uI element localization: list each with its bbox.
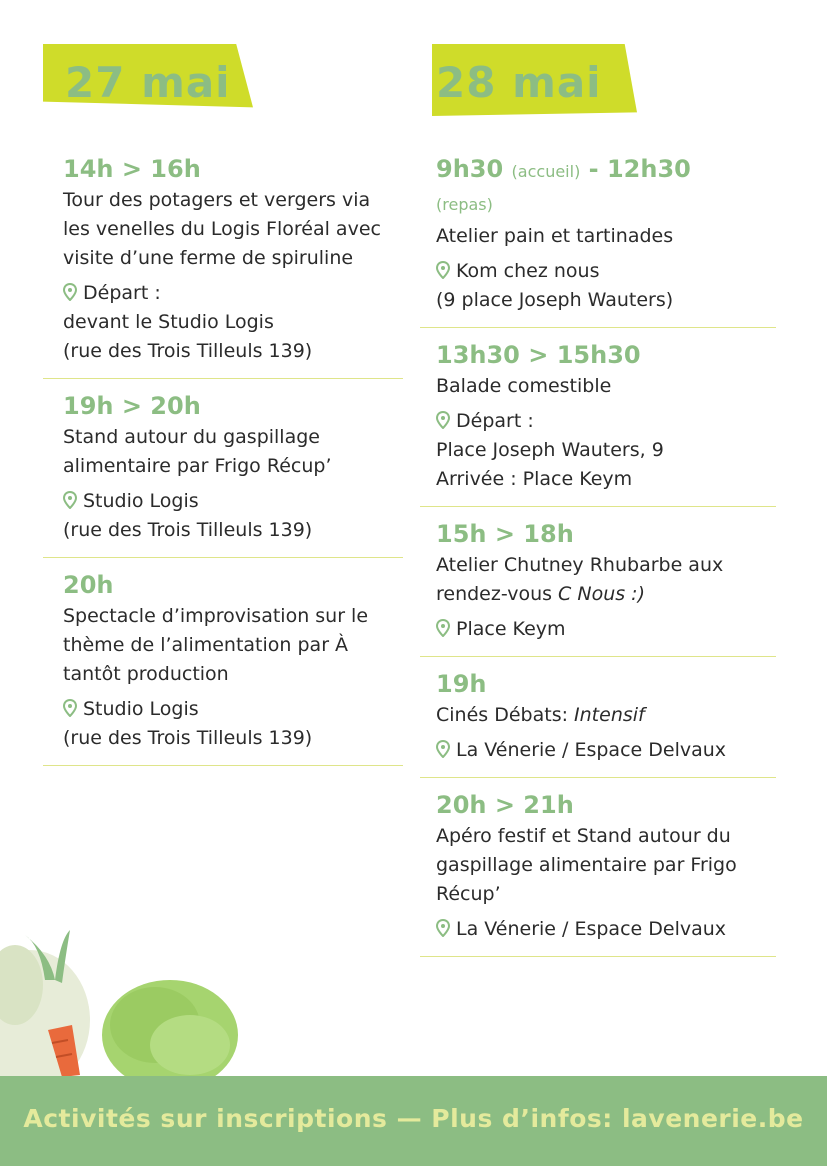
- event-item: [420, 154, 776, 328]
- event-item: [420, 519, 776, 657]
- event-time: 20h > 21h: [436, 791, 574, 819]
- event-time: 14h > 16h: [63, 155, 201, 183]
- footer-banner: [0, 1076, 827, 1166]
- event-time: 19h: [436, 670, 487, 698]
- location-pin-icon: [436, 619, 450, 637]
- event-location: Studio Logis (rue des Trois Tilleuls 139): [63, 490, 313, 541]
- event-item: [420, 669, 776, 778]
- location-pin-icon: [436, 261, 450, 279]
- event-item: [420, 340, 776, 507]
- location-pin-icon: [63, 699, 77, 717]
- day-banner: [420, 44, 776, 116]
- event-location: Place Keym: [436, 615, 756, 644]
- location-pin-icon: [436, 411, 450, 429]
- location-pin-icon: [436, 919, 450, 937]
- event-item: [43, 570, 403, 766]
- event-title: Balade comestible: [436, 375, 612, 397]
- vegetables-illustration: [0, 925, 240, 1080]
- location-pin-icon: [63, 491, 77, 509]
- event-title: Spectacle d’improvisation sur le thème de l’alimentation par À tantôt production: [63, 605, 369, 685]
- event-time: 20h: [63, 571, 114, 599]
- event-item: [420, 790, 776, 957]
- event-title: Apéro festif et Stand autour du gaspillage alimentaire par Frigo Récup’: [436, 825, 737, 905]
- event-location: Départ : devant le Studio Logis (rue des Trois Tilleuls 139): [63, 282, 313, 362]
- day-title: 28 mai: [436, 58, 602, 107]
- event-location: La Vénerie / Espace Delvaux: [436, 915, 756, 944]
- event-time: 13h30 > 15h30: [436, 341, 641, 369]
- footer-text: Activités sur inscriptions — Plus d’infos: lavenerie.be: [23, 1104, 804, 1133]
- event-item: [43, 154, 403, 379]
- day-column-28: [420, 44, 776, 969]
- day-column-27: [43, 44, 403, 778]
- location-pin-icon: [436, 740, 450, 758]
- event-time: 9h30 (accueil) - 12h30 (repas): [436, 155, 691, 214]
- event-time: 15h > 18h: [436, 520, 574, 548]
- event-title: Atelier Chutney Rhubarbe aux rendez-vous C Nous :): [436, 554, 724, 605]
- event-location: La Vénerie / Espace Delvaux: [436, 736, 756, 765]
- event-title: Tour des potagers et vergers via les venelles du Logis Floréal avec visite d’une ferme de spiruline: [63, 189, 381, 269]
- event-title: Cinés Débats: Intensif: [436, 704, 645, 726]
- event-time: 19h > 20h: [63, 392, 201, 420]
- event-title: Stand autour du gaspillage alimentaire par Frigo Récup’: [63, 426, 332, 477]
- event-location: Kom chez nous (9 place Joseph Wauters): [436, 260, 674, 311]
- event-location: Départ : Place Joseph Wauters, 9 Arrivée : Place Keym: [436, 410, 664, 490]
- event-title: Atelier pain et tartinades: [436, 225, 674, 247]
- event-location: Studio Logis (rue des Trois Tilleuls 139): [63, 698, 313, 749]
- location-pin-icon: [63, 283, 77, 301]
- day-banner: [43, 44, 403, 116]
- day-title: 27 mai: [65, 58, 231, 107]
- event-item: [43, 391, 403, 558]
